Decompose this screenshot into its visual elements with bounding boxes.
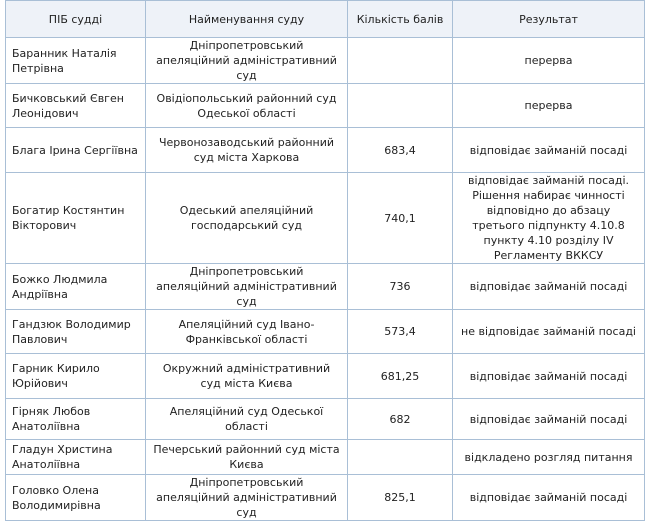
court-name-cell: Дніпропетровський апеляційний адміністративний суд [146,264,348,310]
result-cell: відповідає займаній посаді [453,128,645,173]
judge-name-cell: Баранник Наталія Петрівна [6,38,146,84]
result-cell: перерва [453,38,645,84]
judge-name-cell: Гандзюк Володимир Павлович [6,310,146,354]
judge-name-cell: Блага Ірина Сергіївна [6,128,146,173]
result-cell: відповідає займаній посаді [453,264,645,310]
result-cell: перерва [453,84,645,128]
judge-name-cell: Гарник Кирило Юрійович [6,354,146,399]
result-cell: відкладено розгляд питання [453,440,645,475]
score-cell: 825,1 [348,475,453,521]
score-cell [348,84,453,128]
table-header [6,1,645,38]
result-cell: відповідає займаній посаді. Рішення набирає чинності відповідно до абзацу третього підпункту 4.10.8 пункту 4.10 розділу IV Регламенту ВККСУ [453,173,645,264]
judge-name-cell: Богатир Костянтин Вікторович [6,173,146,264]
table-row [6,354,645,399]
court-name-cell: Апеляційний суд Одеської області [146,399,348,440]
table-body [6,38,645,521]
court-name-cell: Одеський апеляційний господарський суд [146,173,348,264]
court-name-cell: Дніпропетровський апеляційний адміністративний суд [146,38,348,84]
court-name-cell: Дніпропетровський апеляційний адміністративний суд [146,475,348,521]
score-cell: 681,25 [348,354,453,399]
score-cell: 736 [348,264,453,310]
court-name-cell: Червонозаводський районний суд міста Харкова [146,128,348,173]
court-name-cell: Печерський районний суд міста Києва [146,440,348,475]
table-row [6,440,645,475]
court-name-cell: Апеляційний суд Івано-Франківської області [146,310,348,354]
court-name-cell: Овідіопольський районний суд Одеської області [146,84,348,128]
table-row [6,128,645,173]
table-row [6,173,645,264]
results-table [5,0,645,521]
score-cell: 740,1 [348,173,453,264]
score-cell [348,38,453,84]
judge-name-cell: Гладун Христина Анатоліївна [6,440,146,475]
court-name-cell: Окружний адміністративний суд міста Києва [146,354,348,399]
table-row [6,38,645,84]
header-row [6,1,645,38]
table-row [6,475,645,521]
table-row [6,399,645,440]
judge-name-cell: Божко Людмила Андріївна [6,264,146,310]
score-cell: 683,4 [348,128,453,173]
result-cell: відповідає займаній посаді [453,354,645,399]
table-row [6,264,645,310]
result-cell: відповідає займаній посаді [453,399,645,440]
table-row [6,84,645,128]
score-cell: 573,4 [348,310,453,354]
score-cell [348,440,453,475]
header-court-name: Найменування суду [146,1,348,38]
header-judge-name: ПІБ судді [6,1,146,38]
header-score: Кількість балів [348,1,453,38]
score-cell: 682 [348,399,453,440]
table-row [6,310,645,354]
result-cell: відповідає займаній посаді [453,475,645,521]
judge-name-cell: Бичковський Євген Леонідович [6,84,146,128]
judge-name-cell: Гірняк Любов Анатоліївна [6,399,146,440]
result-cell: не відповідає займаній посаді [453,310,645,354]
header-result: Результат [453,1,645,38]
judge-name-cell: Головко Олена Володимирівна [6,475,146,521]
